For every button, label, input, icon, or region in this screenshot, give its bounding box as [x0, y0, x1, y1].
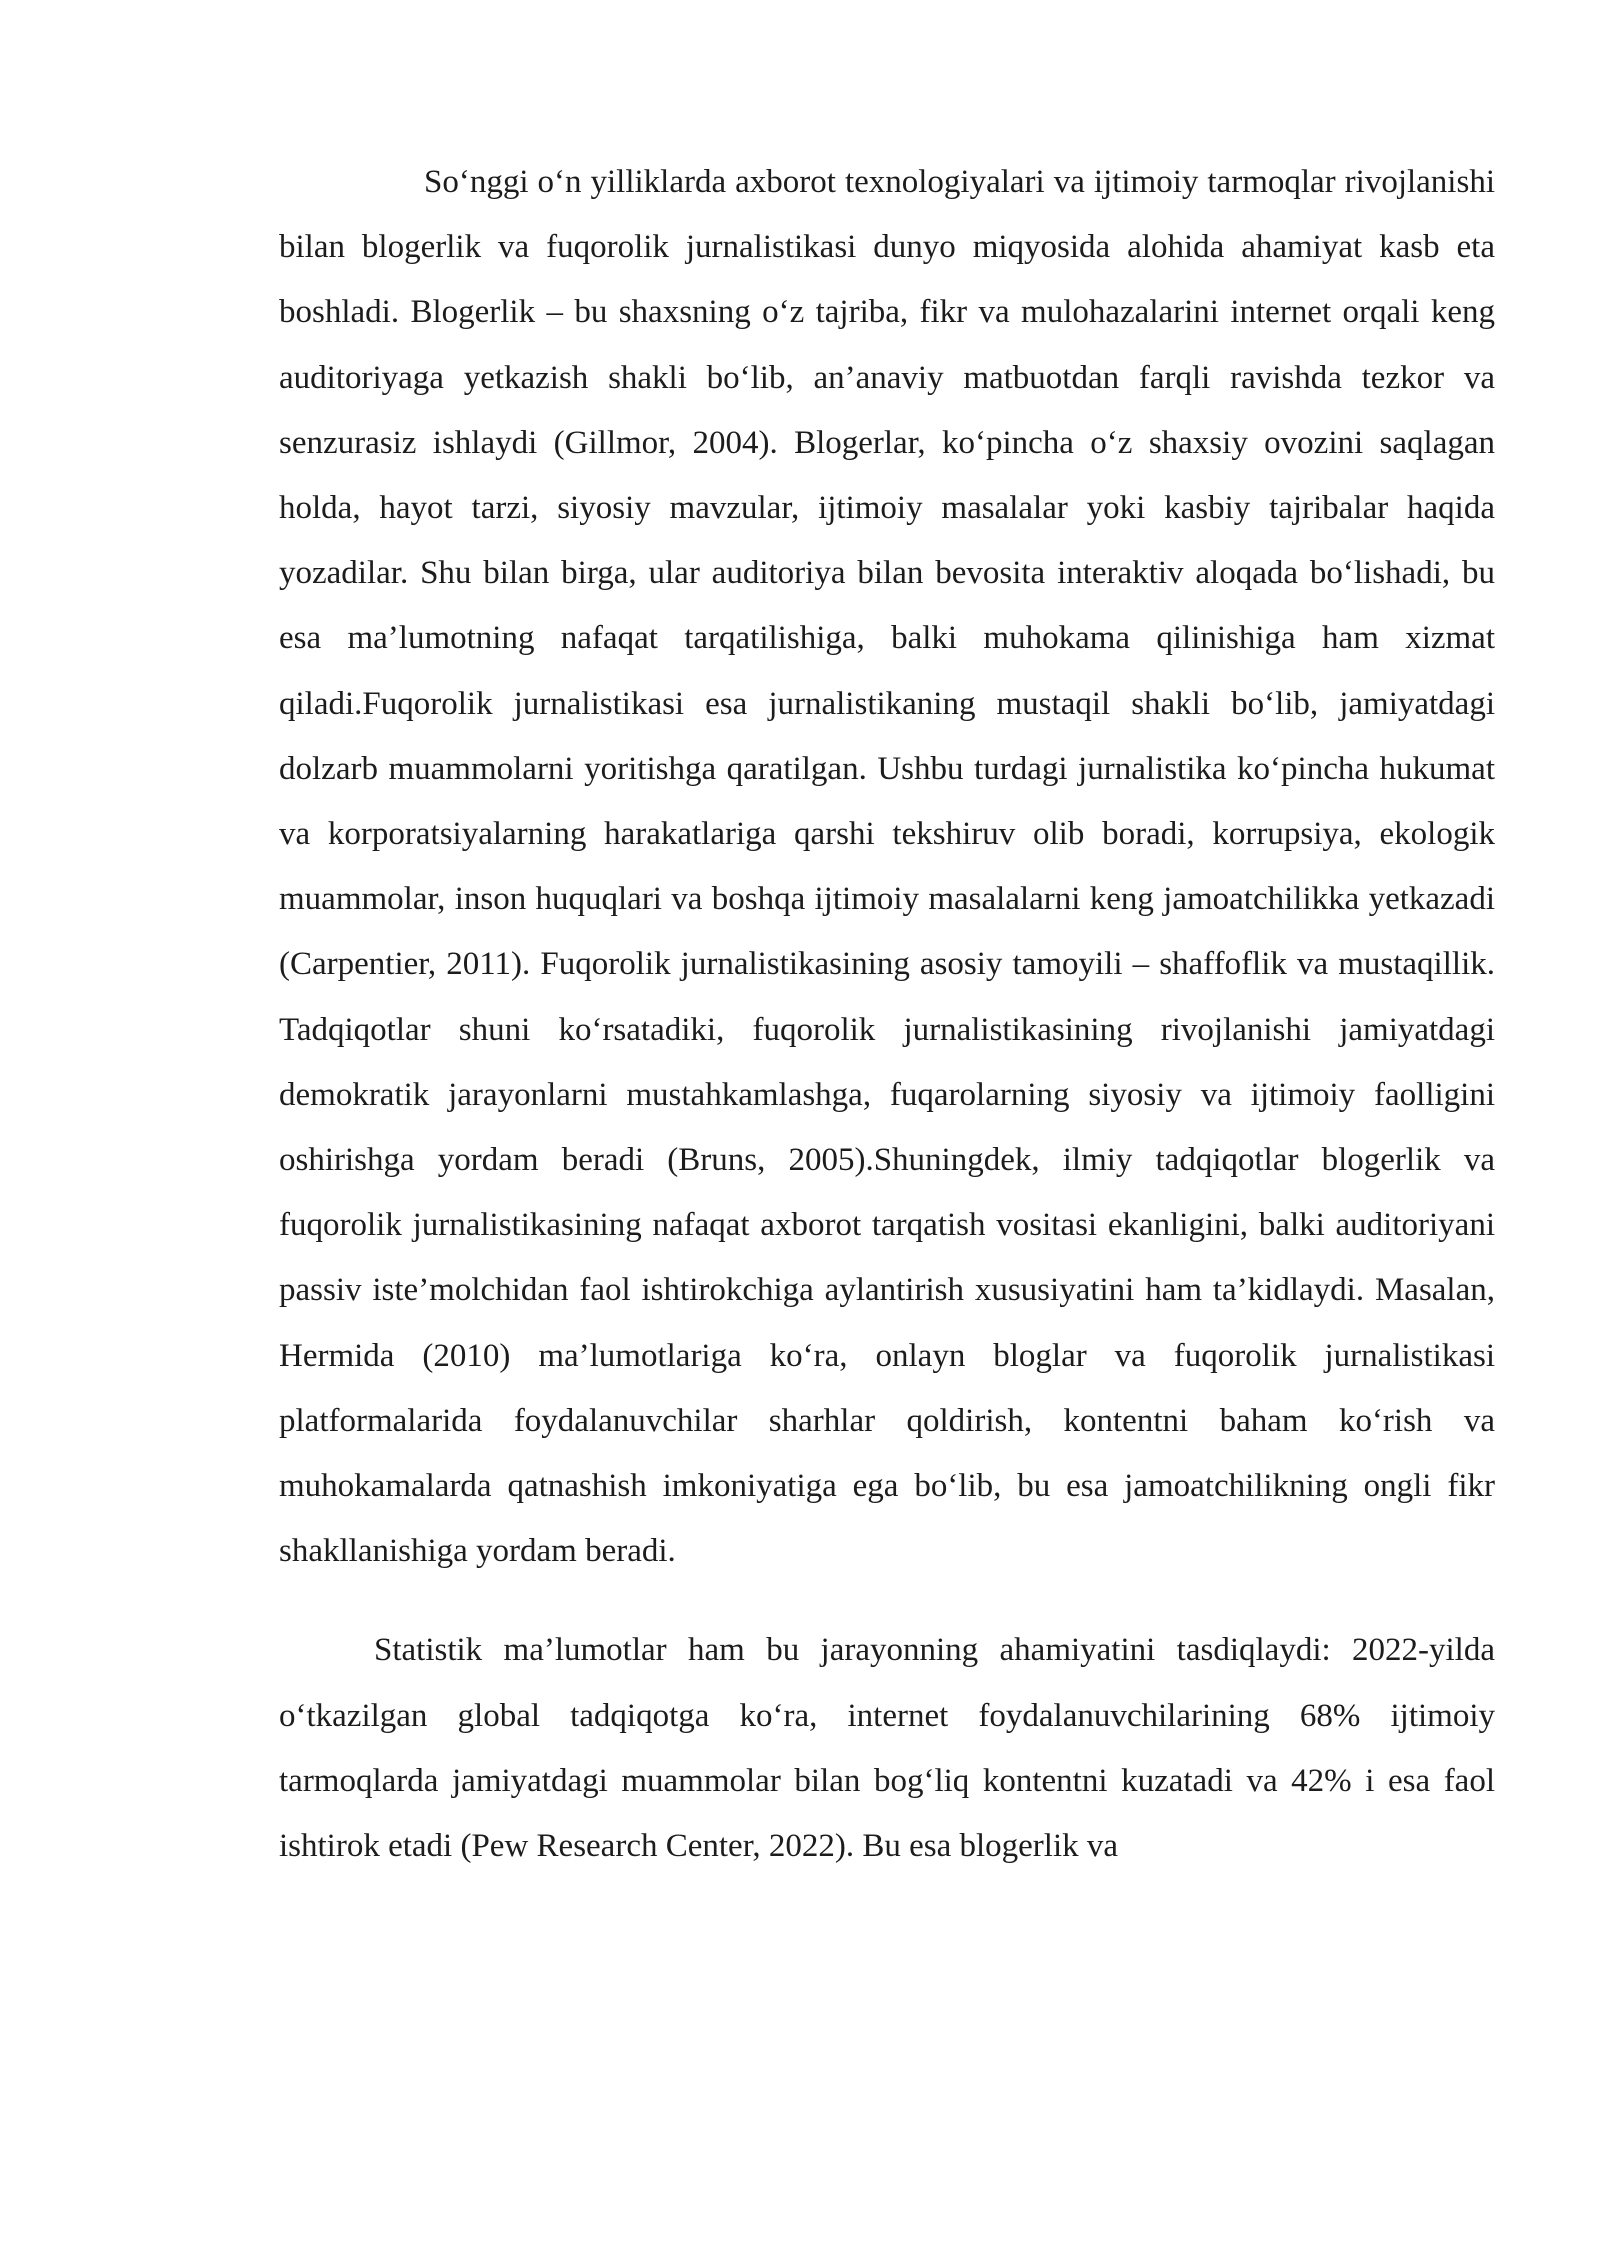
body-text: [279, 150, 1495, 1879]
paragraph-2: Statistik ma’lumotlar ham bu jarayonning ahamiyatini tasdiqlaydi: 2022-yilda o‘tkazilgan global tadqiqotga ko‘ra, internet foydalanuvchilarining 68% ijtimoiy tarmoqlarda jamiyatdagi muammolar bilan bog‘liq kontentni kuzatadi va 42% i esa faol ishtirok etadi (Pew Research Center, 2022). Bu esa blogerlik va: [279, 1632, 1495, 1865]
paragraph-1: So‘nggi o‘n yilliklarda axborot texnologiyalari va ijtimoiy tarmoqlar rivojlanishi bilan blogerlik va fuqorolik jurnalistikasi dunyo miqyosida alohida ahamiyat kasb eta boshladi. Blogerlik – bu shaxsning o‘z tajriba, fikr va mulohazalarini internet orqali keng auditoriyaga yetkazish shakli bo‘lib, an’anaviy matbuotdan farqli ravishda tezkor va senzurasiz ishlaydi (Gillmor, 2004). Blogerlar, ko‘pincha o‘z shaxsiy ovozini saqlagan holda, hayot tarzi, siyosiy mavzular, ijtimoiy masalalar yoki kasbiy tajribalar haqida yozadilar. Shu bilan birga, ular auditoriya bilan bevosita interaktiv aloqada bo‘lishadi, bu esa ma’lumotning nafaqat tarqatilishiga, balki muhokama qilinishiga ham xizmat qiladi.Fuqorolik jurnalistikasi esa jurnalistikaning mustaqil shakli bo‘lib, jamiyatdagi dolzarb muammolarni yoritishga qaratilgan. Ushbu turdagi jurnalistika ko‘pincha hukumat va korporatsiyalarning harakatlariga qarshi tekshiruv olib boradi, korrupsiya, ekologik muammolar, inson huquqlari va boshqa ijtimoiy masalalarni keng jamoatchilikka yetkazadi (Carpentier, 2011). Fuqorolik jurnalistikasining asosiy tamoyili – shaffoflik va mustaqillik. Tadqiqotlar shuni ko‘rsatadiki, fuqorolik jurnalistikasining rivojlanishi jamiyatdagi demokratik jarayonlarni mustahkamlashga, fuqarolarning siyosiy va ijtimoiy faolligini oshirishga yordam beradi (Bruns, 2005).Shuningdek, ilmiy tadqiqotlar blogerlik va fuqorolik jurnalistikasining nafaqat axborot tarqatish vositasi ekanligini, balki auditoriyani passiv iste’molchidan faol ishtirokchiga aylantirish xususiyatini ham ta’kidlaydi. Masalan, Hermida (2010) ma’lumotlariga ko‘ra, onlayn bloglar va fuqorolik jurnalistikasi platformalarida foydalanuvchilar sharhlar qoldirish, kontentni baham ko‘rish va muhokamalarda qatnashish imkoniyatiga ega bo‘lib, bu esa jamoatchilikning ongli fikr shakllanishiga yordam beradi.: [279, 164, 1495, 1570]
